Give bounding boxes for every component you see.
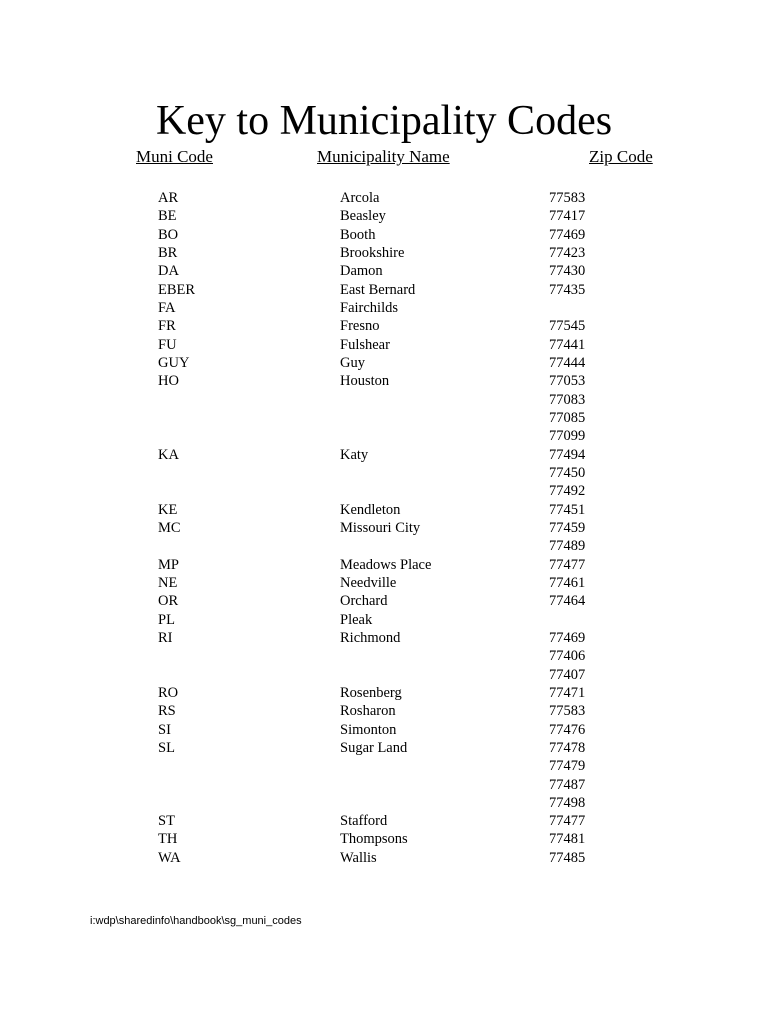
table-row [0,446,770,464]
muni-code-cell: BR [158,244,178,261]
table-row [0,666,770,684]
muni-code-cell: KA [158,446,179,463]
table-row [0,812,770,830]
zip-code-cell: 77464 [549,593,586,610]
municipality-name-cell: Stafford [340,813,388,830]
table-row [0,372,770,390]
zip-code-cell: 77451 [549,501,586,518]
municipality-name-cell: Kendleton [340,501,401,518]
table-row [0,849,770,867]
table-row [0,519,770,537]
table-row [0,189,770,207]
zip-code-cell: 77478 [549,739,586,756]
page-title: Key to Municipality Codes [155,98,613,144]
municipality-name-cell: Beasley [340,208,386,225]
zip-code-cell: 77498 [549,794,586,811]
muni-code-cell: NE [158,574,178,591]
zip-code-cell: 77417 [549,208,586,225]
muni-code-cell: FU [158,336,177,353]
table-row [0,776,770,794]
table-row [0,556,770,574]
municipality-name-cell: East Bernard [340,281,416,298]
muni-code-cell: TH [158,831,178,848]
municipality-name-cell: Missouri City [340,519,421,536]
table-row [0,739,770,757]
table-row [0,391,770,409]
zip-code-cell: 77494 [549,446,586,463]
zip-code-cell: 77407 [549,666,586,683]
zip-code-cell: 77444 [549,354,586,371]
municipality-name-cell: Wallis [340,849,377,866]
table-row [0,244,770,262]
municipality-name-cell: Pleak [340,611,373,628]
zip-code-cell: 77435 [549,281,586,298]
zip-code-cell: 77485 [549,849,586,866]
municipality-name-cell: Houston [340,373,390,390]
municipality-name-cell: Arcola [340,190,380,206]
zip-code-cell: 77492 [549,483,586,500]
zip-code-cell: 77085 [549,409,586,426]
table-row [0,757,770,775]
zip-code-cell: 77583 [549,190,586,206]
table-row [0,501,770,519]
table-row [0,281,770,299]
municipality-name-cell: Meadows Place [340,556,432,573]
table-row [0,317,770,335]
zip-code-cell: 77469 [549,226,586,243]
municipality-name-cell: Guy [340,354,365,371]
zip-code-cell: 77489 [549,538,586,555]
table-row [0,336,770,354]
zip-code-cell: 77481 [549,831,586,848]
zip-code-cell: 77583 [549,703,586,720]
table-row [0,611,770,629]
municipality-name-cell: Needville [340,574,397,591]
zip-code-cell: 77441 [549,336,586,353]
municipality-name-header: Municipality Name [317,147,450,166]
table-row [0,262,770,280]
muni-code-cell: EBER [158,281,196,298]
table-row [0,299,770,317]
muni-code-cell: MP [158,556,179,573]
zip-code-cell: 77469 [549,629,586,646]
zip-code-cell: 77099 [549,428,586,445]
muni-code-cell: GUY [158,354,190,371]
zip-code-cell: 77476 [549,721,586,738]
muni-code-cell: DA [158,263,179,280]
muni-code-cell: RI [158,629,173,646]
table-row [0,207,770,225]
municipality-name-cell: Rosenberg [340,684,402,701]
table-row [0,226,770,244]
zip-code-cell: 77423 [549,244,586,261]
table-row [0,409,770,427]
table-row [0,574,770,592]
municipality-name-cell: Booth [340,226,376,243]
muni-code-cell: FR [158,318,176,335]
table-row [0,702,770,720]
zip-code-cell: 77479 [549,758,586,775]
municipality-name-cell: Katy [340,446,369,463]
municipality-name-cell: Orchard [340,593,388,610]
table-row [0,794,770,812]
muni-code-cell: ST [158,813,175,830]
zip-code-cell: 77083 [549,391,586,408]
municipality-name-cell: Damon [340,263,383,280]
muni-code-cell: RS [158,703,176,720]
muni-code-cell: SI [158,721,171,738]
zip-code-cell: 77053 [549,373,586,390]
muni-code-cell: WA [158,849,181,866]
zip-code-cell: 77487 [549,776,586,793]
zip-code-cell: 77459 [549,519,586,536]
table-row [0,684,770,702]
table-row [0,721,770,739]
muni-code-cell: BE [158,208,177,225]
table-row [0,830,770,848]
table-row [0,354,770,372]
file-path-footer: i:wdp\sharedinfo\handbook\sg_muni_codes [90,915,302,927]
zip-code-cell: 77430 [549,263,586,280]
muni-code-cell: BO [158,226,179,243]
muni-code-cell: AR [158,190,179,206]
municipality-table [0,189,770,867]
municipality-name-cell: Brookshire [340,244,405,261]
muni-code-cell: KE [158,501,178,518]
muni-code-header: Muni Code [136,147,213,166]
municipality-name-cell: Sugar Land [340,739,408,756]
municipality-name-cell: Fulshear [340,336,390,353]
zip-code-cell: 77406 [549,648,586,665]
municipality-name-cell: Richmond [340,629,401,646]
zip-code-header: Zip Code [589,147,653,166]
municipality-name-cell: Fresno [340,318,380,335]
muni-code-cell: OR [158,593,179,610]
zip-code-cell: 77477 [549,813,586,830]
table-row [0,427,770,445]
zip-code-cell: 77450 [549,464,586,481]
municipality-name-cell: Simonton [340,721,397,738]
zip-code-cell: 77461 [549,574,586,591]
muni-code-cell: PL [158,611,175,628]
muni-code-cell: SL [158,739,175,756]
muni-code-cell: MC [158,519,181,536]
table-row [0,464,770,482]
municipality-name-cell: Rosharon [340,703,396,720]
muni-code-cell: FA [158,299,176,316]
table-row [0,592,770,610]
muni-code-cell: HO [158,373,179,390]
table-row [0,647,770,665]
municipality-name-cell: Thompsons [340,831,408,848]
municipality-name-cell: Fairchilds [340,299,398,316]
table-row [0,482,770,500]
table-row [0,629,770,647]
muni-code-cell: RO [158,684,179,701]
table-row [0,537,770,555]
zip-code-cell: 77471 [549,684,586,701]
zip-code-cell: 77545 [549,318,586,335]
zip-code-cell: 77477 [549,556,586,573]
